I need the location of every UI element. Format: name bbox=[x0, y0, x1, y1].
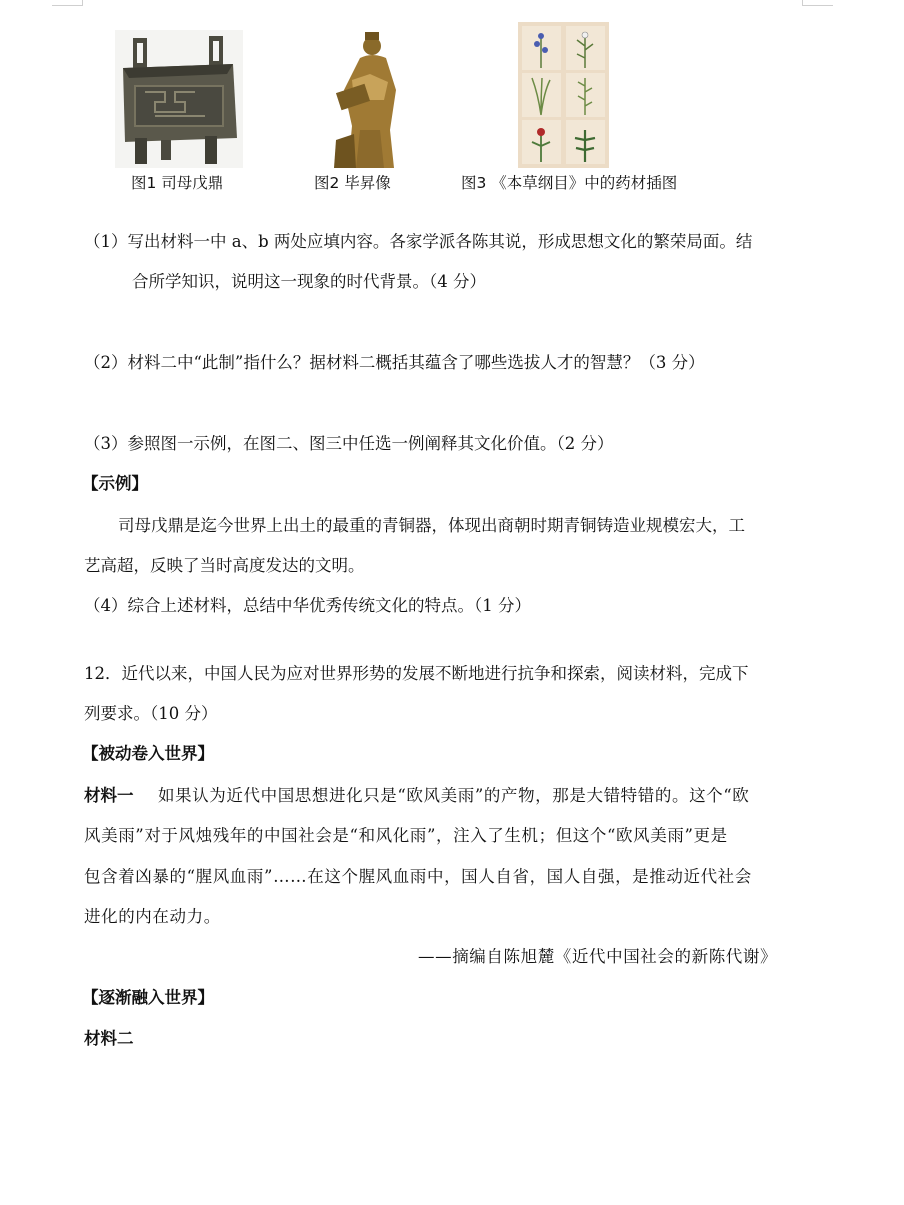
question-2: （2）材料二中“此制”指什么？据材料二概括其蕴含了哪些选拔人才的智慧？（3 分） bbox=[84, 353, 705, 372]
herbal-illustration-image bbox=[518, 22, 609, 168]
question-12-line-1: 12．近代以来，中国人民为应对世界形势的发展不断地进行抗争和探索，阅读材料，完成下 bbox=[84, 664, 749, 683]
question-3: （3）参照图一示例，在图二、图三中任选一例阐释其文化价值。（2 分） bbox=[84, 434, 614, 453]
material-1-source: ——摘编自陈旭麓《近代中国社会的新陈代谢》 bbox=[418, 947, 778, 966]
section-heading-1: 【被动卷入世界】 bbox=[82, 744, 214, 763]
material-1-line-2: 风美雨”对于风烛残年的中国社会是“和风化雨”，注入了生机；但这个“欧风美雨”更是 bbox=[84, 826, 728, 845]
bronze-ding-image bbox=[115, 30, 243, 168]
figure-3-herbs bbox=[518, 22, 609, 168]
figure-3-caption: 图3 《本草纲目》中的药材插图 bbox=[461, 174, 678, 192]
page-corner-mark-left bbox=[52, 0, 83, 6]
example-line-1: 司母戊鼎是迄今世界上出土的最重的青铜器，体现出商朝时期青铜铸造业规模宏大，工 bbox=[118, 516, 745, 535]
page-corner-mark-right bbox=[802, 0, 833, 6]
question-1-line-2: 合所学知识，说明这一现象的时代背景。（4 分） bbox=[132, 272, 486, 291]
figure-2-caption: 图2 毕昇像 bbox=[314, 174, 391, 192]
example-heading: 【示例】 bbox=[82, 474, 148, 493]
example-line-2: 艺高超，反映了当时高度发达的文明。 bbox=[84, 556, 365, 575]
question-4: （4）综合上述材料，总结中华优秀传统文化的特点。（1 分） bbox=[84, 596, 531, 615]
question-1-line-1: （1）写出材料一中 a、b 两处应填内容。各家学派各陈其说，形成思想文化的繁荣局面。结 bbox=[84, 232, 753, 251]
material-1-line-4: 进化的内在动力。 bbox=[84, 907, 221, 926]
bi-sheng-statue-image bbox=[330, 30, 408, 170]
material-1-line-3: 包含着凶暴的“腥风血雨”……在这个腥风血雨中，国人自省，国人自强，是推动近代社会 bbox=[84, 867, 752, 886]
figure-1-caption: 图1 司母戊鼎 bbox=[131, 174, 224, 192]
figure-1-ding bbox=[115, 30, 243, 168]
material-2-label: 材料二 bbox=[84, 1029, 134, 1048]
question-12-line-2: 列要求。（10 分） bbox=[84, 704, 218, 723]
material-1-label: 材料一 bbox=[84, 786, 134, 805]
section-heading-2: 【逐渐融入世界】 bbox=[82, 988, 214, 1007]
material-1-line-1: 如果认为近代中国思想进化只是“欧风美雨”的产物，那是大错特错的。这个“欧 bbox=[158, 786, 750, 805]
figure-2-statue bbox=[330, 30, 408, 170]
